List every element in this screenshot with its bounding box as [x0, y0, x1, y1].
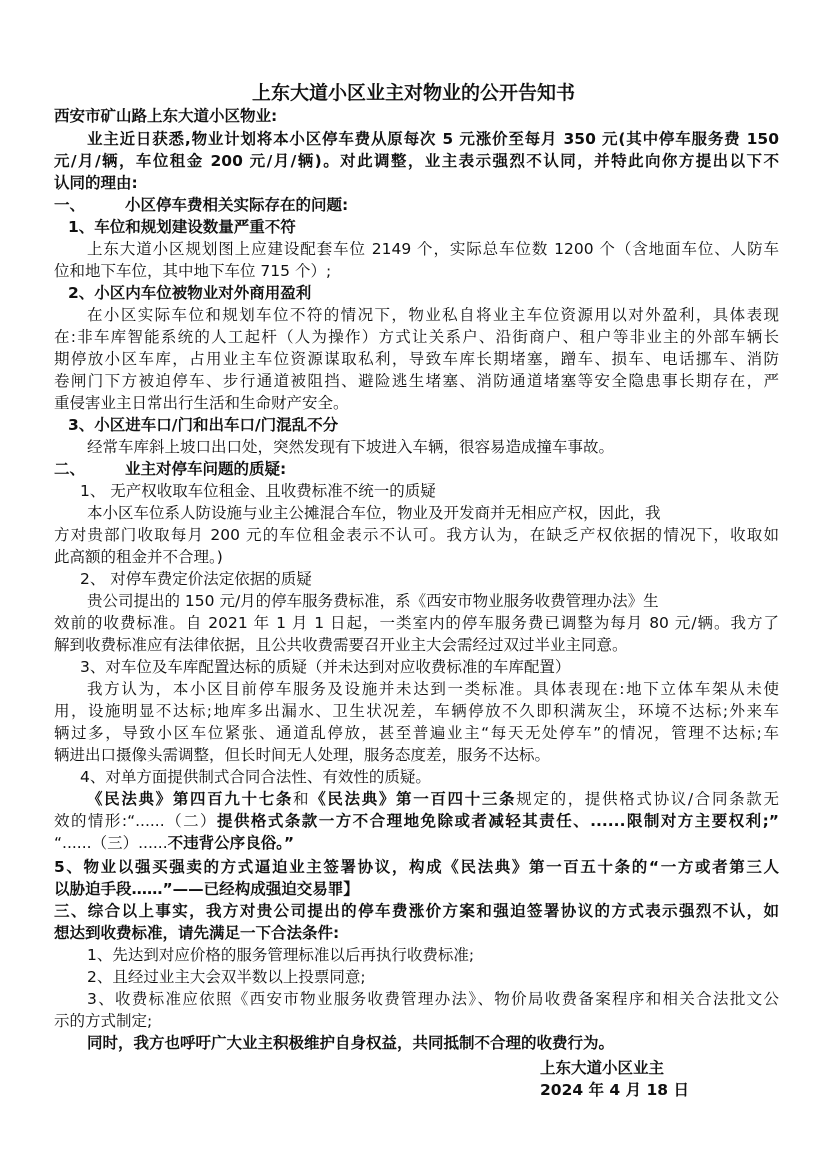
condition-line: 1、先达到对应价格的服务管理标准以后再执行收费标准;	[87, 946, 475, 964]
closing-statement: 同时，我方也呼吁广大业主积极维护自身权益，共同抵制不合理的收费行为。	[87, 1034, 615, 1052]
s1-item-3-line: 经常车库斜上坡口出口处，突然发现有下坡进入车辆，很容易造成撞车事故。	[87, 438, 615, 456]
intro-line-3: 认同的理由:	[54, 174, 138, 192]
condition-line: 2、且经过业主大会双半数以上投票同意;	[87, 968, 366, 986]
section-2-number: 二、	[54, 460, 86, 478]
item-5-line: 5、物业以强买强卖的方式逼迫业主签署协议，构成《民法典》第一百五十条的“一方或者第三人	[54, 858, 779, 876]
law-citation-line-3	[54, 833, 779, 854]
s1-item-2-line: 期停放小区车库，占用业主车位资源谋取私利，导致车库长期堵塞，蹭车、损车、电话挪车、消防	[54, 350, 779, 368]
signature-name: 上东大道小区业主	[540, 1059, 665, 1077]
law-conjunction: 和	[293, 790, 311, 808]
law-text: 规定的，提供格式协议/合同条款无	[516, 790, 779, 808]
section-2-title: 业主对停车问题的质疑:	[125, 460, 287, 478]
s2-item-1-line: 本小区车位系人防设施与业主公摊混合车位，物业及开发商并无相应产权，因此，我	[87, 504, 661, 522]
s2-item-3-line: 辆进出口摄像头需调整，但长时间无人处理，服务态度差，服务不达标。	[54, 746, 551, 764]
section-1-title: 小区停车费相关实际存在的问题:	[125, 196, 349, 214]
s1-item-2-line: 在:非车库智能系统的人工起杆（人为操作）方式让关系户、沿街商户、租户等非业主的外部车辆长	[54, 328, 779, 346]
s1-item-1-heading: 1、车位和规划建设数量严重不符	[68, 218, 296, 236]
s2-item-4-heading: 4、对单方面提供制式合同合法性、有效性的质疑。	[80, 768, 431, 786]
s2-item-1-line: 此高额的租金并不合理。)	[54, 548, 223, 566]
s2-item-2-line: 解到收费标准应有法律依据，且公共收费需要召开业主大会需经过双过半业主同意。	[54, 636, 628, 654]
s2-item-3-line: 辆过多，导致小区车位紧张、通道乱停放，甚至普遍业主“每天无处停车”的情况，管理不达标;车	[54, 724, 779, 742]
s2-item-2-line: 贵公司提出的 150 元/月的停车服务费标准，系《西安市物业服务收费管理办法》生	[87, 592, 659, 610]
s1-item-1-line: 上东大道小区规划图上应建设配套车位 2149 个，实际总车位数 1200 个（含地面车位、人防车	[87, 240, 779, 258]
intro-line-1: 业主近日获悉,物业计划将本小区停车费从原每次 5 元涨价至每月 350 元(其中停车服务费 150	[87, 130, 779, 148]
s1-item-1-line: 位和地下车位，其中地下车位 715 个）;	[54, 262, 332, 280]
law-quote-bold: 不违背公序良俗。”	[167, 834, 295, 852]
signature-date: 2024 年 4 月 18 日	[540, 1081, 689, 1099]
s1-item-2-line: 重侵害业主日常出行生活和生命财产安全。	[54, 394, 349, 412]
s2-item-3-line: 我方认为，本小区目前停车服务及设施并未达到一类标准。具体表现在:地下立体车架从未使	[87, 680, 779, 698]
law-quote-bold: 提供格式条款一方不合理地免除或者减轻其责任、......限制对方主要权利;”	[217, 812, 779, 830]
s2-item-2-heading: 2、 对停车费定价法定依据的质疑	[80, 570, 312, 588]
s2-item-1-heading: 1、 无产权收取车位租金、且收费标准不统一的质疑	[80, 482, 436, 500]
law-citation-line-1	[54, 789, 779, 810]
document-title: 上东大道小区业主对物业的公开告知书	[251, 82, 575, 104]
law-quote-prefix: 效的情形:“......（二）	[54, 812, 217, 830]
law-quote-prefix: “......（三）......	[54, 834, 168, 852]
law-ref-497: 《民法典》第四百九十七条	[87, 790, 294, 808]
section-1-heading	[54, 195, 779, 216]
item-5-line: 以胁迫手段……”——已经构成强迫交易罪】	[54, 880, 359, 898]
s2-item-3-line: 用，设施明显不达标;地库多出漏水、卫生状况差，车辆停放不久即积满灰尘，环境不达标;外来车	[54, 702, 779, 720]
section-1-number: 一、	[54, 196, 86, 214]
law-citation-line-2	[54, 811, 779, 832]
salutation: 西安市矿山路上东大道小区物业:	[54, 107, 278, 125]
s1-item-3-heading: 3、小区进车口/门和出车口/门混乱不分	[68, 416, 339, 434]
section-2-heading	[54, 459, 779, 480]
condition-line: 3、收费标准应依照《西安市物业服务收费管理办法》、物价局收费备案程序和相关合法批文公	[87, 990, 779, 1008]
condition-line: 示的方式制定;	[54, 1012, 153, 1030]
s2-item-1-line: 方对贵部门收取每月 200 元的车位租金表示不认可。我方认为，在缺乏产权依据的情况下，收取如	[54, 526, 779, 544]
s1-item-2-line: 卷闸门下方被迫停车、步行通道被阻挡、避险逃生堵塞、消防通道堵塞等安全隐患事长期存在，严	[54, 372, 779, 390]
intro-line-2: 元/月/辆，车位租金 200 元/月/辆)。对此调整，业主表示强烈不认同，并特此向你方提出以下不	[54, 152, 779, 170]
section-3-line: 想达到收费标准，请先满足一下合法条件:	[54, 924, 340, 942]
section-3-line: 三、综合以上事实，我方对贵公司提出的停车费涨价方案和强迫签署协议的方式表示强烈不认，如	[54, 902, 779, 920]
s1-item-2-heading: 2、小区内车位被物业对外商用盈利	[68, 284, 312, 302]
s2-item-3-heading: 3、对车位及车库配置达标的质疑（并未达到对应收费标准的车库配置）	[80, 658, 571, 676]
s1-item-2-line: 在小区实际车位和规划车位不符的情况下，物业私自将业主车位资源用以对外盈利，具体表现	[87, 306, 779, 324]
s2-item-2-line: 效前的收费标准。自 2021 年 1 月 1 日起，一类室内的停车服务费已调整为每月 80 元/辆。我方了	[54, 614, 779, 632]
law-ref-143: 《民法典》第一百四十三条	[310, 790, 517, 808]
